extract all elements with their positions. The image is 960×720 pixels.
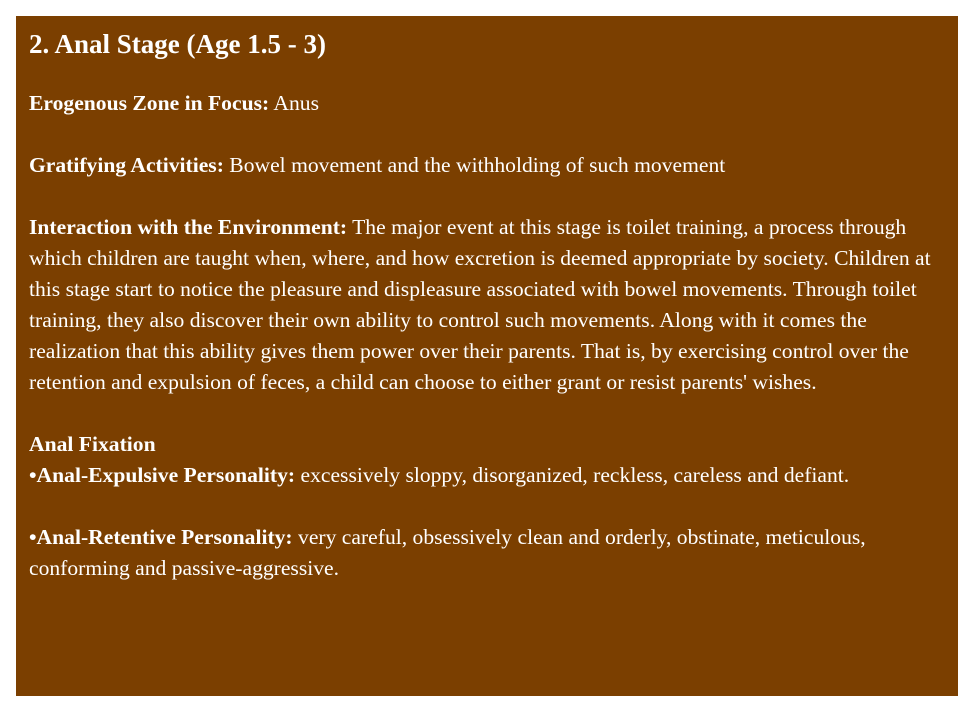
anal-retentive-paragraph xyxy=(29,522,944,584)
slide-body xyxy=(29,88,944,584)
erogenous-zone-label: Erogenous Zone in Focus: xyxy=(29,91,270,115)
gratifying-activities-label: Gratifying Activities: xyxy=(29,153,224,177)
anal-expulsive-text: excessively sloppy, disorganized, reckless, careless and defiant. xyxy=(295,463,850,487)
anal-expulsive-label: •Anal-Expulsive Personality: xyxy=(29,463,296,487)
slide-title: 2. Anal Stage (Age 1.5 - 3) xyxy=(29,29,326,59)
anal-retentive-label: •Anal-Retentive Personality: xyxy=(29,525,293,549)
anal-expulsive-paragraph xyxy=(29,460,944,491)
interaction-paragraph xyxy=(29,212,944,398)
erogenous-zone-text: Anus xyxy=(269,91,319,115)
gratifying-activities-text: Bowel movement and the withholding of such movement xyxy=(223,153,726,177)
anal-fixation-heading: Anal Fixation xyxy=(29,432,156,456)
erogenous-zone-paragraph xyxy=(29,88,944,119)
gratifying-activities-paragraph xyxy=(29,150,944,181)
spacer xyxy=(29,491,944,522)
spacer xyxy=(29,181,944,212)
interaction-label: Interaction with the Environment: xyxy=(29,215,348,239)
interaction-text: The major event at this stage is toilet training, a process through which children are taught when, where, and how excretion is deemed appropriate by society. Children at this stage start to notice the pleasure and displeasure associated with bowel movements. Through toilet training, they also discover their own ability to control such movements. Along with it comes the realization that this ability gives them power over their parents. That is, by exercising control over the retention and expulsion of feces, a child can choose to either grant or resist parents' wishes. xyxy=(29,215,931,394)
spacer xyxy=(29,398,944,429)
anal-retentive-text: very careful, obsessively clean and orderly, obstinate, meticulous, conforming and passive-aggressive. xyxy=(29,525,866,580)
slide-content-panel xyxy=(16,16,958,696)
spacer xyxy=(29,119,944,150)
